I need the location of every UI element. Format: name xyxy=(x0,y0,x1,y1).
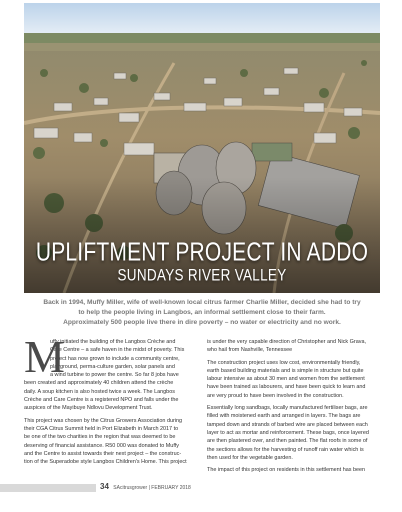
body-line: daily. A soup kitchen is also hosted twice a week. The Langbos xyxy=(24,388,175,395)
body-line: then used for the vegetable garden. xyxy=(207,454,293,461)
title-block xyxy=(24,0,380,300)
body-line: tion of the Superadobe style Langbos Children's Home. This project xyxy=(24,459,187,466)
lead-line: Approximately 500 people live there in dire poverty – no water or electricity and no work. xyxy=(63,319,341,326)
body-column-right xyxy=(207,338,379,478)
body-line: their CGA Citrus Summit held in Port Elizabeth in March 2017 to xyxy=(24,425,179,432)
body-line: are then plastered over, and then painted. The flat roofs in some of xyxy=(207,438,368,445)
body-line: is under the very capable direction of Christopher and Nick Grava, xyxy=(207,339,366,345)
body-line: labour intensive as about 30 men and women from the settlement xyxy=(207,376,365,383)
paragraph xyxy=(207,338,379,355)
publication-name: SAcitrusgrower | FEBRUARY 2018 xyxy=(113,485,191,491)
article-title: UPLIFTMENT PROJECT IN ADDO xyxy=(35,238,369,267)
body-line: Crèche and Care Centre is a registered NPO and falls under the xyxy=(24,397,179,404)
paragraph xyxy=(207,466,379,474)
article-lead xyxy=(24,298,380,328)
body-line: earth based building materials and is simple in structure but quite xyxy=(207,367,364,374)
paragraph xyxy=(207,359,379,400)
body-line: The construction project uses low cost, environmentally friendly, xyxy=(207,359,361,366)
paragraph xyxy=(24,331,194,413)
body-line: Essentially long sandbags, locally manufactured fertiliser bags, are xyxy=(207,405,368,412)
paragraph xyxy=(207,404,379,462)
body-line: project has now grown to include a community centre, xyxy=(50,355,180,362)
body-line: deserving of financial assistance. R50 000 was donated to Muffy xyxy=(24,442,179,449)
body-line: and the Centre to assist towards their next project – the construc- xyxy=(24,450,182,457)
footer-bar xyxy=(0,484,96,492)
body-line: auspices of the Mayibuye Ndlovu Development Trust. xyxy=(24,405,153,412)
body-line: tamped down and strands of barbed wire are placed between each xyxy=(207,421,368,428)
drop-cap: M xyxy=(24,331,65,382)
body-line: be one of the two charities in the region that was deemed to be xyxy=(24,434,176,441)
body-line: been created and approximately 40 children attend the crèche xyxy=(24,380,174,387)
body-line: are very proud to have been involved in the construction. xyxy=(207,392,344,399)
body-line: who hail from Nashville, Tennessee xyxy=(207,347,293,354)
body-line: layer to act as mortar and reinforcement. These bags, once layered xyxy=(207,429,369,436)
body-line: playground, perma-culture garden, solar panels and xyxy=(50,363,175,370)
body-line: filled with moistened earth and arranged in layers. The bags are xyxy=(207,413,361,420)
page-number: 34 xyxy=(100,482,109,491)
body-line: the sections allows for the harvesting of runoff rain water which is xyxy=(207,446,364,453)
body-line: The impact of this project on residents in this settlement has been xyxy=(207,467,366,474)
body-column-left xyxy=(24,331,194,470)
page-footer xyxy=(100,482,191,491)
body-line: Care Centre – a safe haven in the midst of poverty. This xyxy=(50,347,185,354)
body-line: uffy initiated the building of the Langbos Crèche and xyxy=(50,339,176,345)
body-line: have been trained as labourers, and have been quick to learn and xyxy=(207,384,366,391)
paragraph xyxy=(24,417,194,467)
lead-line: to help the people living in Langbos, an informal settlement close to their farm. xyxy=(78,309,326,316)
body-line: This project was chosen by the Citrus Growers Association during xyxy=(24,417,183,424)
body-line: a wind turbine to power the centre. So far 8 jobs have xyxy=(50,372,179,379)
lead-line: Back in 1994, Muffy Miller, wife of well-known local citrus farmer Charlie Miller, decided she had to try xyxy=(43,299,361,306)
article-subtitle: SUNDAYS RIVER VALLEY xyxy=(117,266,287,284)
